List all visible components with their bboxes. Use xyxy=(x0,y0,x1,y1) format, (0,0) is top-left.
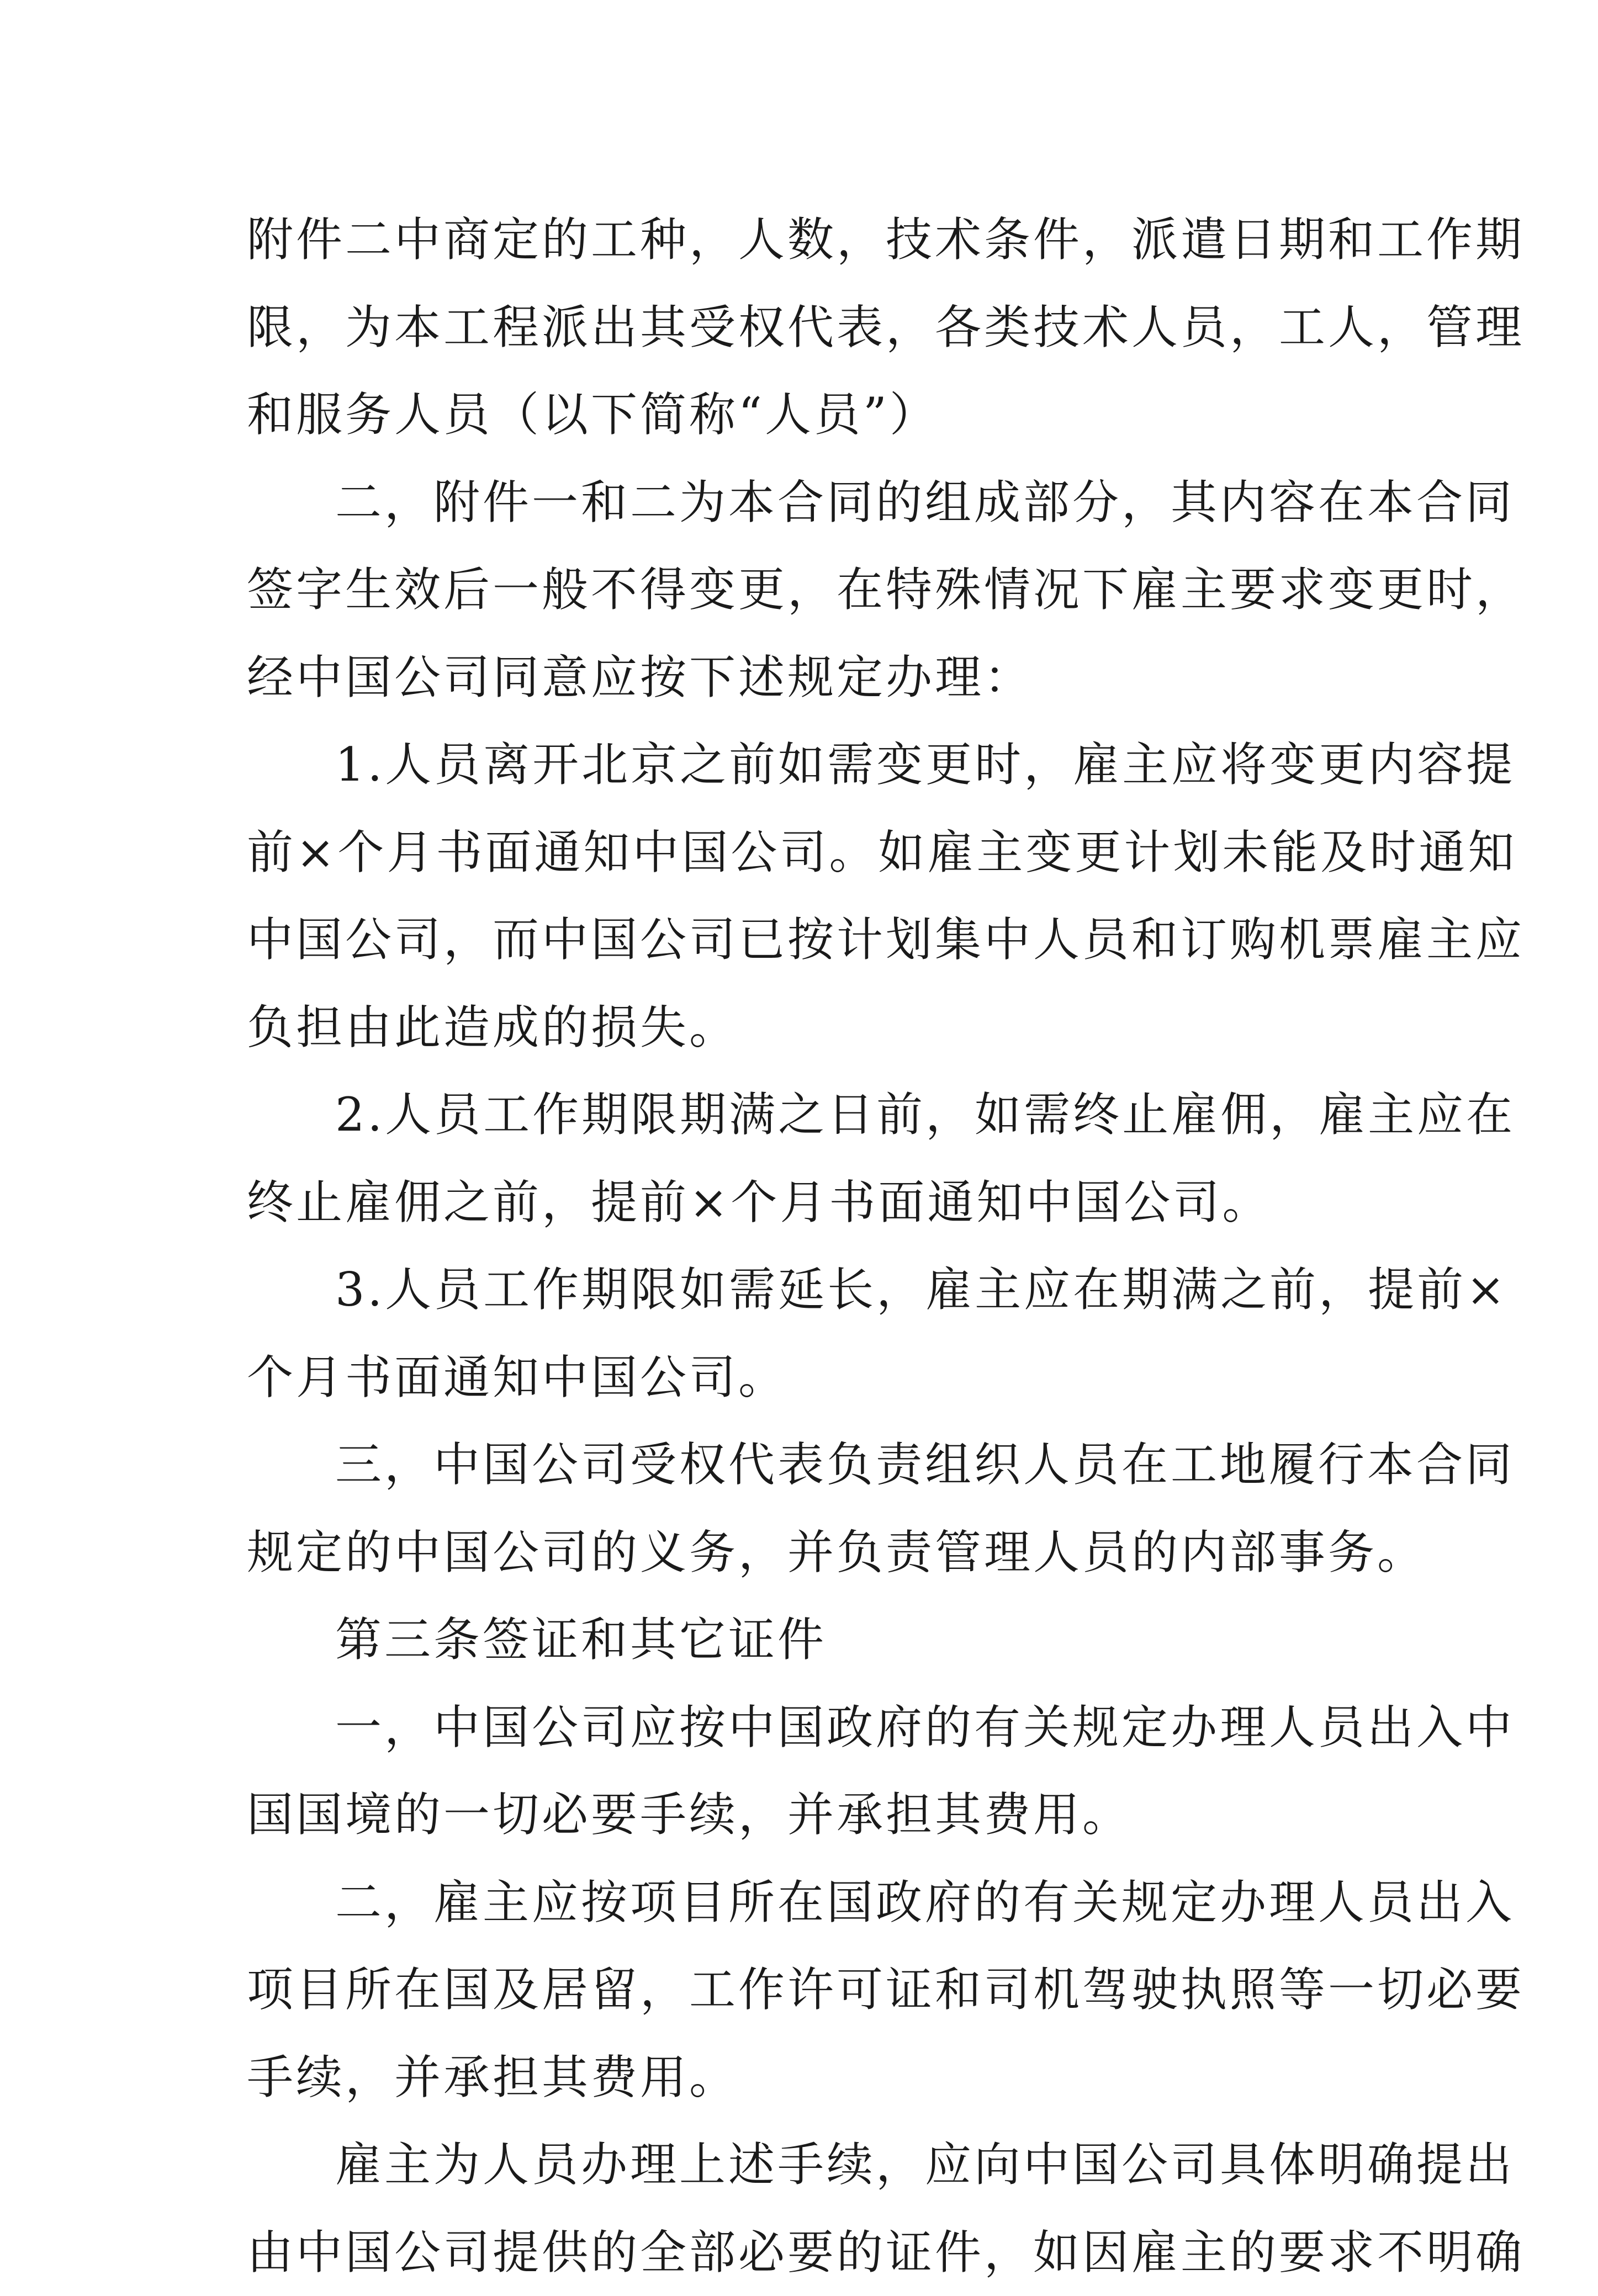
text-line-8: 前×个月书面通知中国公司。如雇主变更计划未能及时通知 xyxy=(247,809,1357,897)
text-line-19: 国国境的一切必要手续，并承担其费用。 xyxy=(247,1771,1357,1859)
text-line-23: 雇主为人员办理上述手续，应向中国公司具体明确提出 xyxy=(247,2121,1357,2209)
document-body xyxy=(247,196,1357,2296)
text-line-12: 终止雇佣之前，提前×个月书面通知中国公司。 xyxy=(247,1159,1357,1247)
text-line-7: 1.人员离开北京之前如需变更时，雇主应将变更内容提 xyxy=(247,721,1357,809)
text-line-14: 个月书面通知中国公司。 xyxy=(247,1334,1357,1422)
text-line-10: 负担由此造成的损失。 xyxy=(247,984,1357,1072)
text-line-24: 由中国公司提供的全部必要的证件，如因雇主的要求不明确 xyxy=(247,2209,1357,2296)
text-line-11: 2.人员工作期限期满之日前，如需终止雇佣，雇主应在 xyxy=(247,1071,1357,1159)
text-line-16: 规定的中国公司的义务，并负责管理人员的内部事务。 xyxy=(247,1509,1357,1597)
section-heading: 第三条签证和其它证件 xyxy=(247,1596,1357,1684)
text-line-15: 三，中国公司受权代表负责组织人员在工地履行本合同 xyxy=(247,1421,1357,1509)
text-line-9: 中国公司，而中国公司已按计划集中人员和订购机票雇主应 xyxy=(247,896,1357,984)
text-line-13: 3.人员工作期限如需延长，雇主应在期满之前，提前× xyxy=(247,1246,1357,1334)
text-line-20: 二，雇主应按项目所在国政府的有关规定办理人员出入 xyxy=(247,1859,1357,1947)
text-line-4: 二，附件一和二为本合同的组成部分，其内容在本合同 xyxy=(247,459,1357,547)
text-line-3: 和服务人员（以下简称“人员”） xyxy=(247,371,1357,459)
text-line-5: 签字生效后一般不得变更，在特殊情况下雇主要求变更时， xyxy=(247,546,1357,634)
text-line-18: 一，中国公司应按中国政府的有关规定办理人员出入中 xyxy=(247,1684,1357,1772)
text-line-21: 项目所在国及居留，工作许可证和司机驾驶执照等一切必要 xyxy=(247,1946,1357,2034)
text-line-1: 附件二中商定的工种，人数，技术条件，派遣日期和工作期 xyxy=(247,196,1357,284)
text-line-6: 经中国公司同意应按下述规定办理： xyxy=(247,634,1357,722)
text-line-2: 限，为本工程派出其受权代表，各类技术人员，工人，管理 xyxy=(247,284,1357,372)
text-line-22: 手续，并承担其费用。 xyxy=(247,2034,1357,2122)
